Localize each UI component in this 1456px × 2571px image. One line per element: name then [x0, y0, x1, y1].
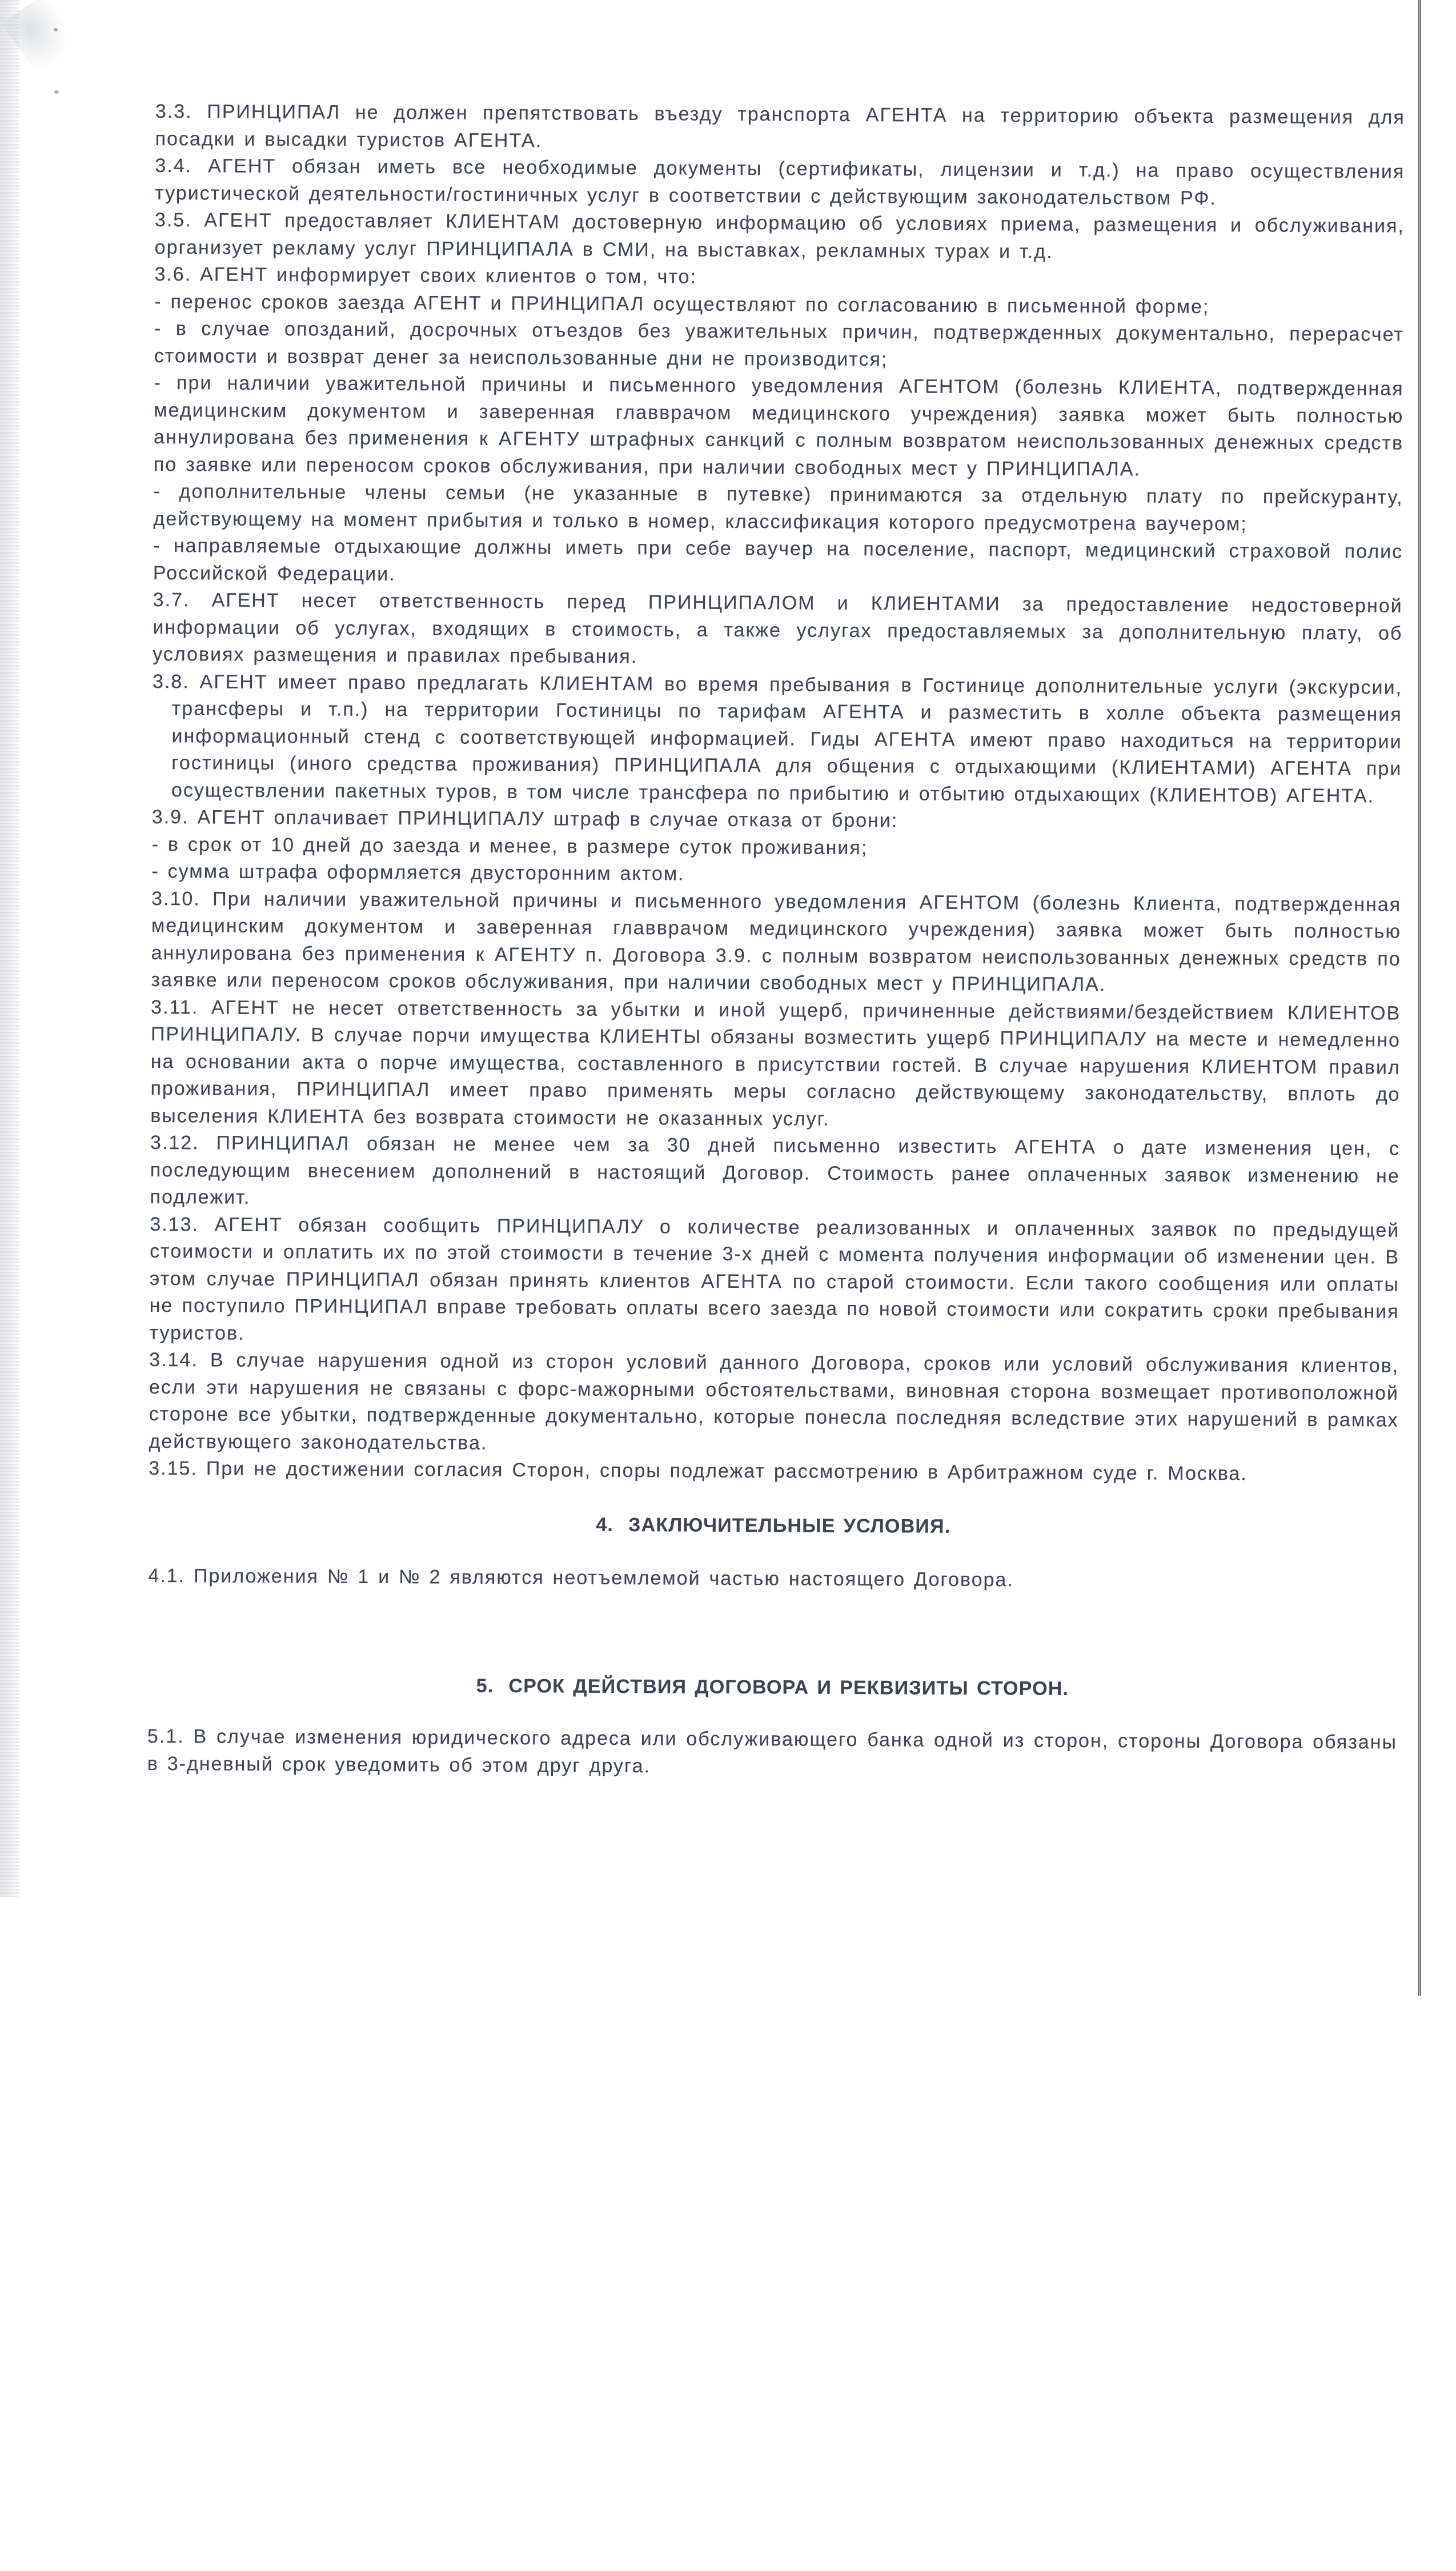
clause-3-6: 3.6. АГЕНТ информирует своих клиентов о том, что:: [154, 263, 697, 288]
section-4-title: ЗАКЛЮЧИТЕЛЬНЫЕ УСЛОВИЯ.: [628, 1513, 951, 1537]
scan-right-page-edge-line: [1418, 0, 1422, 1996]
section-5-heading: [147, 1671, 1397, 1704]
clause-3-9-item-2: - сумма штрафа оформляется двусторонним актом.: [151, 860, 685, 885]
clause-3-6-item-5: - направляемые отдыхающие должны иметь при себе ваучер на поселение, паспорт, медицинский страховой полис Российской Федерации.: [153, 534, 1403, 585]
clause-3-11: 3.11. АГЕНТ не несет ответственность за убытки и иной ущерб, причиненные действиями/бездействием КЛИЕНТОВ ПРИНЦИПАЛУ. В случае порчи имущества КЛИЕНТЫ обязаны возместить ущерб ПРИНЦИПАЛУ на месте и немедленно на основании акта о порче имущества, составленного в присутствии гостей. В случае нарушения КЛИЕНТОМ правил проживания, ПРИНЦИПАЛ имеет право применять меры согласно действующему законодательству, вплоть до выселения КЛИЕНТА без возврата стоимости не оказанных услуг.: [150, 996, 1401, 1130]
clause-3-4: 3.4. АГЕНТ обязан иметь все необходимые документы (сертификаты, лицензии и т.д.) на право осуществления туристической деятельности/гостиничных услуг в соответствии с действующим законодательством РФ.: [155, 154, 1405, 209]
section-4-number: 4.: [596, 1513, 614, 1536]
clause-3-14: 3.14. В случае нарушения одной из сторон условий данного Договора, сроков или условий обслуживания клиентов, если эти нарушения не связаны с форс-мажорными обстоятельствами, виновная сторона возмещает противоположной стороне все убытки, подтвержденные документально, которые понесла последняя вследствие этих нарушений в рамках действующего законодательства.: [149, 1348, 1399, 1454]
clause-3-6-item-3: - при наличии уважительной причины и письменного уведомления АГЕНТОМ (болезнь КЛИЕНТА, подтвержденная медицинским документом и заверенная главврачом медицинского учреждения) заявка может быть полностью аннулирована без применения к АГЕНТУ штрафных санкций с полным возвратом неиспользованных денежных средств по заявке или переносом сроков обслуживания, при наличии свободных мест у ПРИНЦИПАЛА.: [153, 371, 1404, 480]
clause-3-9: 3.9. АГЕНТ оплачивает ПРИНЦИПАЛУ штраф в случае отказа от брони:: [151, 806, 899, 832]
scan-dust-speck: [54, 90, 59, 94]
clause-3-15: 3.15. При не достижении согласия Сторон, споры подлежат рассмотрению в Арбитражном суде г. Москва.: [149, 1457, 1248, 1485]
clause-4-1: 4.1. Приложения № 1 и № 2 являются неотъемлемой частью настоящего Договора.: [148, 1564, 1014, 1591]
clause-3-10: 3.10. При наличии уважительной причины и письменного уведомления АГЕНТОМ (болезнь Клиента, подтвержденная медицинским документом и заверенная главврачом медицинского учреждения) заявка может быть полностью аннулирована без применения к АГЕНТУ п. Договора 3.9. с полным возвратом неиспользованных денежных средств по заявке или переносом сроков обслуживания, при наличии свободных мест у ПРИНЦИПАЛА.: [151, 887, 1402, 996]
section-5-title: СРОК ДЕЙСТВИЯ ДОГОВОРА И РЕКВИЗИТЫ СТОРОН.: [508, 1675, 1069, 1700]
clause-3-6-item-2: - в случае опозданий, досрочных отъездов без уважительных причин, подтвержденных документально, перерасчет стоимости и возврат денег за неиспользованные дни не производится;: [154, 317, 1405, 370]
clause-3-13: 3.13. АГЕНТ обязан сообщить ПРИНЦИПАЛУ о количестве реализованных и оплаченных заявок по предыдущей стоимости и оплатить их по этой стоимости в течение 3-х дней с момента получения информации об изменении цен. В этом случае ПРИНЦИПАЛ обязан принять клиентов АГЕНТА по старой стоимости. Если такого сообщения или оплаты не поступило ПРИНЦИПАЛ вправе требовать оплаты всего заезда по новой стоимости или сократить сроки пребывания туристов.: [149, 1213, 1400, 1344]
clause-3-3: 3.3. ПРИНЦИПАЛ не должен препятствовать въезду транспорта АГЕНТА на территорию объекта размещения для посадки и высадки туристов АГЕНТА.: [155, 100, 1405, 151]
contract-text-block: [147, 98, 1405, 1784]
clause-3-5: 3.5. АГЕНТ предоставляет КЛИЕНТАМ достоверную информацию об условиях приема, размещения и обслуживания, организует рекламу услуг ПРИНЦИПАЛА в СМИ, на выставках, рекламных турах и т.д.: [154, 209, 1405, 263]
clause-3-6-item-4: - дополнительные члены семьи (не указанные в путевке) принимаются за отдельную плату по прейскуранту, действующему на момент прибытия и только в номер, классификация которого предусмотрена ваучером;: [153, 480, 1403, 535]
clause-3-7: 3.7. АГЕНТ несет ответственность перед ПРИНЦИПАЛОМ и КЛИЕНТАМИ за предоставление недостоверной информации об услугах, входящих в стоимость, а также услугах предоставляемых за дополнительную плату, об условиях размещения и правилах пребывания.: [153, 588, 1403, 668]
scan-left-edge-artifact: [0, 0, 19, 1897]
clause-3-8: 3.8. АГЕНТ имеет право предлагать КЛИЕНТАМ во время пребывания в Гостинице дополнительные услуги (экскурсии, трансферы и т.п.) на территории Гостиницы по тарифам АГЕНТА и разместить в холле объекта размещения информационный стенд с соответствующей информацией. Гиды АГЕНТА имеют право находиться на территории гостиницы (иного средства проживания) ПРИНЦИПАЛА для общения с отдыхающими (КЛИЕНТАМИ) АГЕНТА при осуществлении пакетных туров, в том числе трансфера по прибытию и отбытию отдыхающих (КЛИЕНТОВ) АГЕНТА.: [152, 670, 1403, 807]
clause-3-12: 3.12. ПРИНЦИПАЛ обязан не менее чем за 30 дней письменно известить АГЕНТА о дате изменения цен, с последующим внесением дополнений в настоящий Договор. Стоимость ранее оплаченных заявок изменению не подлежит.: [150, 1131, 1401, 1208]
clause-3-6-item-1: - перенос сроков заезда АГЕНТ и ПРИНЦИПАЛ осуществляют по согласованию в письменной форме;: [154, 290, 1210, 318]
section-4-heading: [149, 1509, 1398, 1542]
clause-3-9-item-1: - в срок от 10 дней до заезда и менее, в размере суток проживания;: [151, 833, 868, 859]
clause-5-1: 5.1. В случае изменения юридического адреса или обслуживающего банка одной из сторон, стороны Договора обязаны в 3-дневный срок уведомить об этом друг друга.: [147, 1725, 1398, 1777]
scan-dust-speck: [54, 28, 58, 31]
section-5-number: 5.: [476, 1675, 494, 1697]
